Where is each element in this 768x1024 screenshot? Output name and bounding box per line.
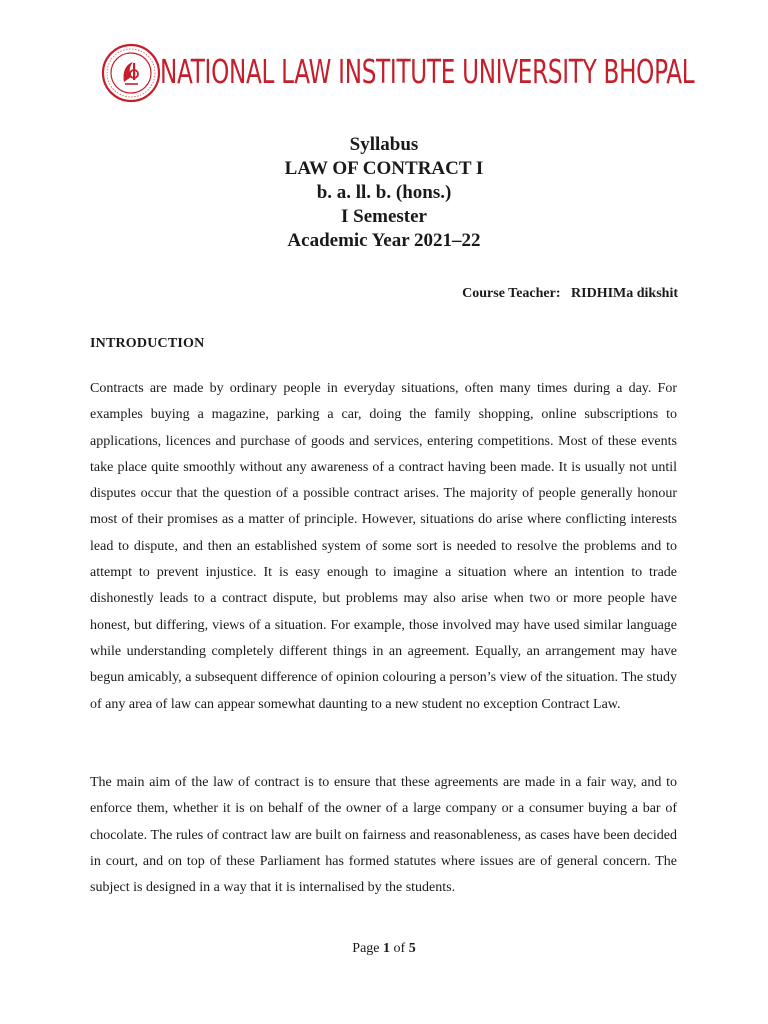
- title-syllabus: Syllabus: [349, 134, 419, 155]
- course-teacher-label: Course Teacher:: [462, 286, 561, 301]
- document-header: [100, 42, 695, 108]
- syllabus-title-block: [0, 133, 768, 253]
- university-name: NATIONAL LAW INSTITUTE UNIVERSITY BHOPAL: [160, 52, 695, 91]
- title-program: b. a. ll. b. (hons.): [316, 182, 452, 203]
- title-semester: I Semester: [341, 206, 427, 227]
- introduction-paragraph-2: The main aim of the law of contract is to ensure that these agreements are made in a fair way, and to enforce them, whether it is on behalf of the owner of a large company or a consumer buying a bar of chocolate. The rules of contract law are built on fairness and reasonableness, as cases have been decided in court, and on top of these Parliament has formed statutes where issues are of general concern. The subject is designed in a way that it is internalised by the students.: [90, 775, 677, 896]
- footer-of-word: of: [393, 941, 406, 956]
- footer-current-page: 1: [383, 941, 391, 956]
- introduction-paragraph-1: Contracts are made by ordinary people in everyday situations, often many times during a day. For examples buying a magazine, parking a car, doing the family shopping, online subscriptions to applications, licences and purchase of goods and services, entering competitions. Most of these events take place quite smoothly without any awareness of a contract having been made. It is usually not until disputes occur that the question of a possible contract arises. The majority of people generally honour most of their promises as a matter of principle. However, situations do arise where conflicting interests lead to dispute, and then an established system of some sort is needed to resolve the problems and to attempt to prevent injustice. It is easy enough to imagine a situation where an intention to trade dishonestly leads to a contract dispute, but problems may also arise when two or more people have honest, but differing, views of a situation. For example, those involved may have used similar language while understanding completely different things in an agreement. Equally, an arrangement may have begun amicably, a subsequent difference of opinion colouring a person’s view of the situation. The study of any area of law can appear somewhat daunting to a new student no exception Contract Law.: [90, 381, 677, 712]
- course-teacher-name: RIDHIMa dikshit: [571, 286, 678, 301]
- course-teacher-line: [462, 286, 678, 302]
- title-academic-year: Academic Year 2021–22: [287, 230, 481, 251]
- footer-total-pages: 5: [408, 941, 416, 956]
- title-course-name: LAW OF CONTRACT I: [284, 158, 484, 179]
- page-footer: [0, 941, 768, 957]
- nliu-seal-icon: [100, 42, 162, 104]
- footer-page-word: Page: [352, 941, 380, 956]
- introduction-heading: INTRODUCTION: [90, 336, 205, 351]
